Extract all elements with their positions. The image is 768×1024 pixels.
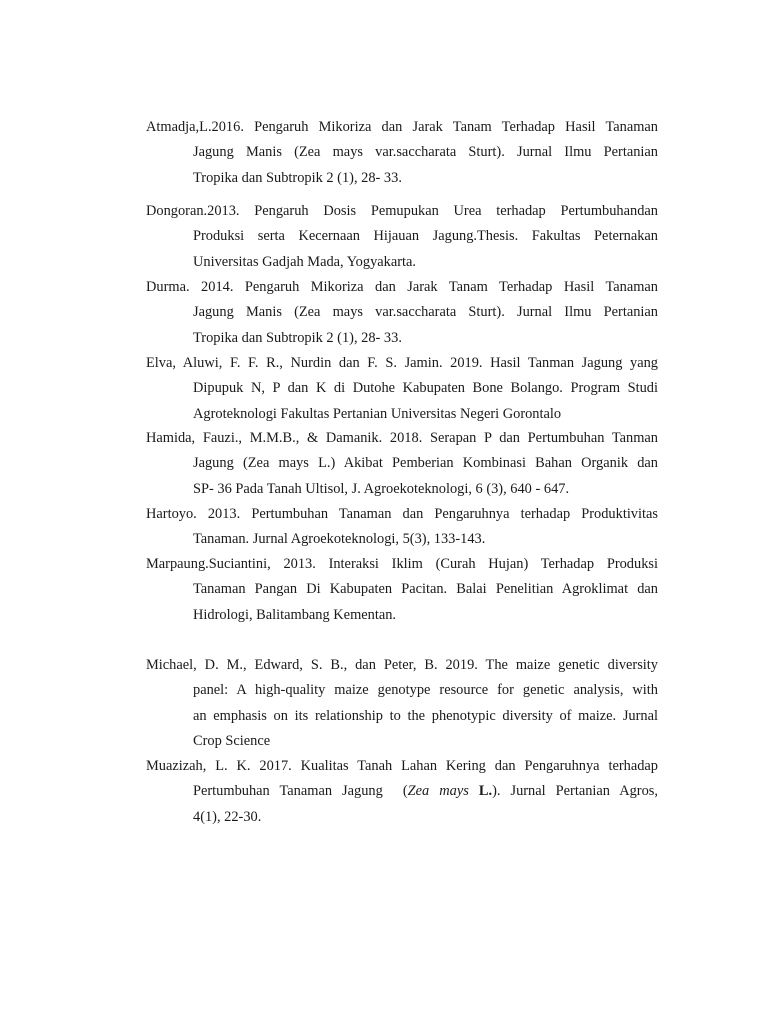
reference-line: Universitas Gadjah Mada, Yogyakarta.	[193, 253, 417, 270]
reference-line: Produksi serta Kecernaan Hijauan Jagung.Thesis. Fakultas Peternakan	[193, 228, 658, 245]
reference-line: Jagung Manis (Zea mays var.saccharata Sturt). Jurnal Ilmu Pertanian	[193, 144, 658, 161]
reference-entry-dongoran	[146, 199, 658, 275]
reference-line: panel: A high-quality maize genotype resource for genetic analysis, with	[193, 682, 658, 699]
reference-entry-elva	[146, 351, 658, 427]
reference-line: Tanaman. Jurnal Agroekoteknologi, 5(3), 133-143.	[193, 531, 486, 548]
reference-line: Durma. 2014. Pengaruh Mikoriza dan Jarak Tanam Terhadap Hasil Tanaman	[146, 279, 658, 295]
reference-line: Jagung (Zea mays L.) Akibat Pemberian Kombinasi Bahan Organik dan	[193, 455, 658, 472]
reference-line: Crop Science	[193, 732, 271, 749]
reference-line: Hartoyo. 2013. Pertumbuhan Tanaman dan Pengaruhnya terhadap Produktivitas	[146, 506, 658, 522]
reference-entry-hamida	[146, 426, 658, 502]
reference-entry-michael	[146, 653, 658, 754]
reference-line	[146, 779, 658, 804]
reference-line: Tanaman Pangan Di Kabupaten Pacitan. Balai Penelitian Agroklimat dan	[193, 581, 658, 598]
reference-entry-durma	[146, 275, 658, 351]
species-name-italic: Zea mays	[407, 783, 469, 800]
reference-text: ). Jurnal Pertanian Agros,	[492, 783, 658, 800]
reference-line: SP- 36 Pada Tanah Ultisol, J. Agroekoteknologi, 6 (3), 640 - 647.	[193, 480, 570, 497]
reference-line: Agroteknologi Fakultas Pertanian Universitas Negeri Gorontalo	[193, 405, 562, 422]
reference-line: 4(1), 22-30.	[193, 808, 262, 825]
reference-entry-muazizah	[146, 754, 658, 830]
reference-line: Hidrologi, Balitambang Kementan.	[193, 606, 397, 623]
reference-entry-marpaung	[146, 552, 658, 628]
reference-line: Michael, D. M., Edward, S. B., dan Peter, B. 2019. The maize genetic diversity	[146, 657, 658, 673]
reference-entry-atmadja	[146, 115, 658, 191]
reference-line: Elva, Aluwi, F. F. R., Nurdin dan F. S. Jamin. 2019. Hasil Tanman Jagung yang	[146, 355, 658, 371]
reference-line: Tropika dan Subtropik 2 (1), 28- 33.	[193, 329, 402, 346]
reference-line: Jagung Manis (Zea mays var.saccharata Sturt). Jurnal Ilmu Pertanian	[193, 304, 658, 321]
reference-line: Muazizah, L. K. 2017. Kualitas Tanah Lahan Kering dan Pengaruhnya terhadap	[146, 758, 658, 774]
reference-line: Hamida, Fauzi., M.M.B., & Damanik. 2018. Serapan P dan Pertumbuhan Tanman	[146, 430, 658, 446]
reference-text: Pertumbuhan Tanaman Jagung (	[193, 783, 408, 800]
reference-line: Dongoran.2013. Pengaruh Dosis Pemupukan Urea terhadap Pertumbuhandan	[146, 203, 658, 219]
reference-line: Tropika dan Subtropik 2 (1), 28- 33.	[193, 169, 402, 186]
reference-entry-hartoyo	[146, 502, 658, 553]
reference-line: Atmadja,L.2016. Pengaruh Mikoriza dan Jarak Tanam Terhadap Hasil Tanaman	[146, 119, 658, 135]
species-author-bold: L.	[468, 783, 493, 800]
reference-line: an emphasis on its relationship to the phenotypic diversity of maize. Jurnal	[193, 707, 658, 724]
reference-line: Marpaung.Suciantini, 2013. Interaksi Iklim (Curah Hujan) Terhadap Produksi	[146, 556, 658, 572]
reference-line: Dipupuk N, P dan K di Dutohe Kabupaten Bone Bolango. Program Studi	[193, 380, 658, 397]
